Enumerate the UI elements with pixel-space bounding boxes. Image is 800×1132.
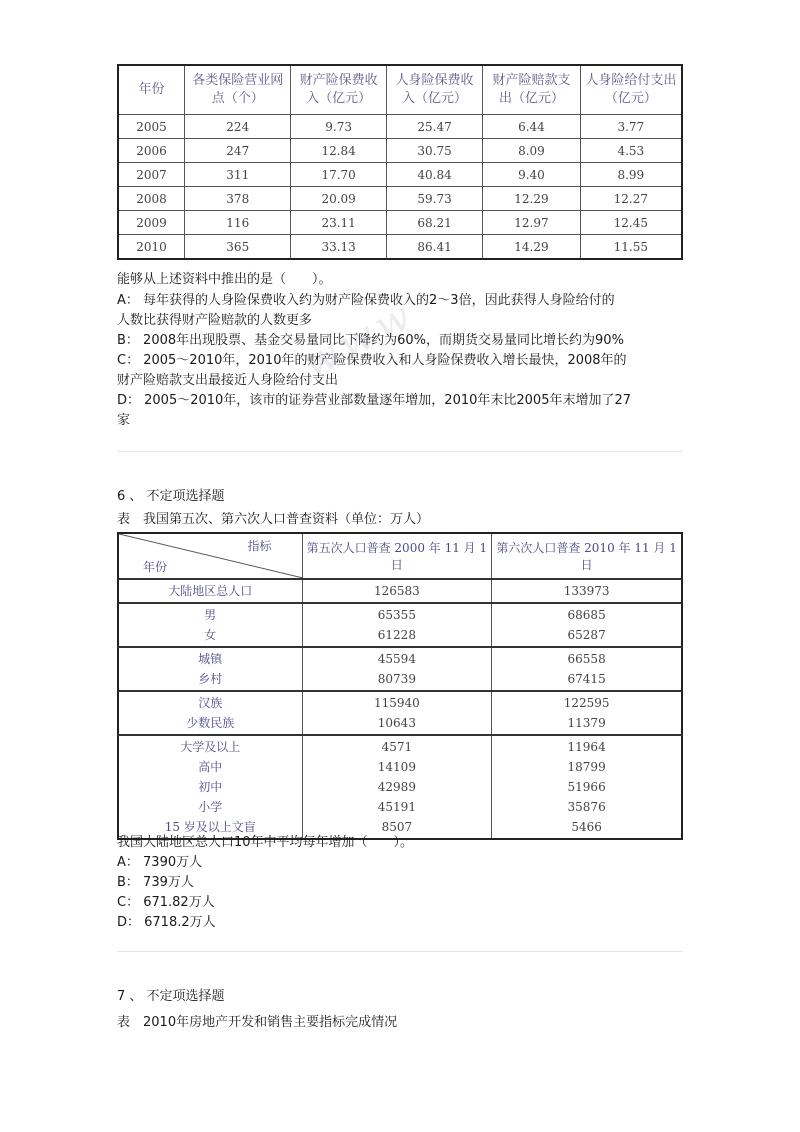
header-line: （亿元）: [604, 91, 657, 106]
value-cell: 59.73: [386, 187, 482, 211]
value-cell: [302, 735, 492, 839]
value-cell: [492, 735, 682, 839]
value-cell: 25.47: [386, 115, 482, 139]
table-row: [118, 735, 682, 839]
year-cell: 2006: [118, 139, 185, 163]
indicator-label: 大陆地区总人口: [168, 584, 253, 598]
header-line: 各类保险营业网: [192, 73, 284, 88]
q5-option-d[interactable]: D： 2005～2010年，该市的证券营业部数量逐年增加，2010年末比2005年末增加了27: [117, 393, 632, 408]
value-cell: [302, 603, 492, 647]
q6-option-a[interactable]: A： 7390万人: [117, 855, 203, 870]
header-line: 人身险给付支出: [585, 73, 677, 88]
table-row: [118, 187, 682, 211]
header-line: 人身险保费收: [395, 73, 474, 88]
indicator-label: 城镇: [198, 652, 223, 666]
value-cell: 30.75: [386, 139, 482, 163]
value-cell: 3.77: [580, 115, 682, 139]
divider: [117, 951, 683, 952]
q5-option-a-cont: 人数比获得财产险赔款的人数更多: [117, 313, 313, 328]
census-value: 45191: [377, 800, 416, 814]
value-cell: 86.41: [386, 235, 482, 260]
value-cell: 20.09: [291, 187, 386, 211]
indicator-label: 小学: [198, 800, 223, 814]
census-value: 65355: [377, 608, 416, 622]
value-cell: 6.44: [483, 115, 580, 139]
insurance-col-header: [118, 65, 185, 115]
indicator-label: 15 岁及以上文盲: [164, 820, 256, 834]
value-cell: 12.84: [291, 139, 386, 163]
q7-caption: 表 2010年房地产开发和销售主要指标完成情况: [117, 1015, 398, 1030]
census-value: 68685: [567, 608, 606, 622]
year-cell: 2010: [118, 235, 185, 260]
header-line: 出（亿元）: [498, 91, 564, 106]
insurance-col-header: [483, 65, 580, 115]
corner-label-year: 年份: [143, 560, 168, 574]
census-value: 126583: [373, 584, 420, 598]
indicator-cell: [118, 579, 302, 603]
census-value: 11379: [567, 716, 606, 730]
q5-option-c-cont: 财产险赔款支出最接近人身险给付支出: [117, 373, 339, 388]
value-cell: 12.27: [580, 187, 682, 211]
value-cell: 17.70: [291, 163, 386, 187]
indicator-label: 女: [204, 628, 217, 642]
value-cell: [302, 647, 492, 691]
value-cell: 8.99: [580, 163, 682, 187]
census-value: 65287: [567, 628, 606, 642]
table-row: [118, 163, 682, 187]
census-value: 61228: [377, 628, 416, 642]
indicator-label: 男: [204, 608, 217, 622]
q7-heading: 7 、 不定项选择题: [117, 989, 225, 1004]
header-line: 财产险赔款支: [492, 73, 571, 88]
indicator-label: 乡村: [198, 672, 223, 686]
indicator-label: 初中: [198, 780, 223, 794]
value-cell: 68.21: [386, 211, 482, 235]
indicator-label: 汉族: [198, 696, 223, 710]
header-line: 财产险保费收: [299, 73, 378, 88]
corner-label-indicator: 指标: [247, 539, 272, 553]
census-header-row: [118, 533, 682, 579]
census-value: 18799: [567, 760, 606, 774]
census-value: 66558: [567, 652, 606, 666]
value-cell: 247: [185, 139, 291, 163]
census-value: 35876: [567, 800, 606, 814]
value-cell: [492, 579, 682, 603]
header-line: 入（亿元）: [402, 91, 468, 106]
value-cell: 12.45: [580, 211, 682, 235]
value-cell: 378: [185, 187, 291, 211]
census-table: [117, 532, 683, 840]
value-cell: 33.13: [291, 235, 386, 260]
census-value: 51966: [567, 780, 606, 794]
q5-option-b[interactable]: B： 2008年出现股票、基金交易量同比下降约为60%，而期货交易量同比增长约为90%: [117, 333, 624, 348]
census-col-sixth: 第六次人口普查 2010 年 11 月 1 日: [492, 533, 682, 579]
census-value: 11964: [567, 740, 606, 754]
q6-option-b[interactable]: B： 739万人: [117, 875, 194, 890]
census-value: 80739: [377, 672, 416, 686]
value-cell: [492, 603, 682, 647]
table-row: [118, 235, 682, 260]
value-cell: 11.55: [580, 235, 682, 260]
value-cell: 9.73: [291, 115, 386, 139]
q5-option-d-cont: 家: [117, 413, 131, 428]
q6-heading: 6 、 不定项选择题: [117, 489, 225, 504]
value-cell: 12.29: [483, 187, 580, 211]
table-row: [118, 691, 682, 735]
header-line: 入（亿元）: [306, 91, 372, 106]
q5-option-a[interactable]: A： 每年获得的人身险保费收入约为财产险保费收入的2～3倍，因此获得人身险给付的: [117, 293, 615, 308]
census-value: 5466: [571, 820, 602, 834]
year-cell: 2009: [118, 211, 185, 235]
value-cell: 224: [185, 115, 291, 139]
value-cell: [492, 691, 682, 735]
table-row: [118, 115, 682, 139]
table-row: [118, 211, 682, 235]
census-value: 8507: [381, 820, 413, 834]
census-value: 67415: [567, 672, 606, 686]
q6-option-c[interactable]: C： 671.82万人: [117, 895, 215, 910]
value-cell: 9.40: [483, 163, 580, 187]
indicator-cell: [118, 647, 302, 691]
header-line: 年份: [138, 82, 165, 97]
insurance-table-header: [118, 65, 682, 115]
indicator-label: 大学及以上: [180, 740, 241, 754]
table-row: [118, 603, 682, 647]
value-cell: 116: [185, 211, 291, 235]
census-value: 42989: [377, 780, 416, 794]
value-cell: [492, 647, 682, 691]
value-cell: [302, 579, 492, 603]
insurance-col-header: [185, 65, 291, 115]
census-value: 133973: [563, 584, 610, 598]
value-cell: 4.53: [580, 139, 682, 163]
census-table-body: [118, 533, 682, 839]
q6-stem: 我国大陆地区总人口10年中平均每年增加（ ）。: [117, 835, 414, 850]
value-cell: 311: [185, 163, 291, 187]
indicator-label: 少数民族: [186, 716, 235, 730]
q5-option-c[interactable]: C： 2005～2010年，2010年的财产险保费收入和人身险保费收入增长最快，2008年的: [117, 353, 627, 368]
value-cell: 40.84: [386, 163, 482, 187]
table-row: [118, 139, 682, 163]
census-value: 10643: [377, 716, 416, 730]
census-corner-cell: [118, 533, 302, 579]
indicator-cell: [118, 691, 302, 735]
indicator-label: 高中: [198, 760, 223, 774]
q6-caption: 表 我国第五次、第六次人口普查资料（单位：万人）: [117, 512, 430, 527]
table-row: [118, 647, 682, 691]
census-value: 122595: [563, 696, 610, 710]
table-row: [118, 579, 682, 603]
value-cell: 23.11: [291, 211, 386, 235]
value-cell: 365: [185, 235, 291, 260]
year-cell: 2005: [118, 115, 185, 139]
q6-option-d[interactable]: D： 6718.2万人: [117, 915, 216, 930]
year-cell: 2007: [118, 163, 185, 187]
value-cell: [302, 691, 492, 735]
year-cell: 2008: [118, 187, 185, 211]
indicator-cell: [118, 735, 302, 839]
q5-stem: 能够从上述资料中推出的是（ ）。: [117, 272, 332, 287]
value-cell: 14.29: [483, 235, 580, 260]
census-value: 4571: [381, 740, 413, 754]
insurance-table: [117, 64, 683, 260]
census-value: 14109: [377, 760, 416, 774]
census-col-fifth: 第五次人口普查 2000 年 11 月 1 日: [302, 533, 492, 579]
insurance-table-body: [118, 115, 682, 260]
indicator-cell: [118, 603, 302, 647]
insurance-col-header: [291, 65, 386, 115]
header-line: 点（个）: [211, 91, 264, 106]
census-value: 45594: [377, 652, 416, 666]
value-cell: 12.97: [483, 211, 580, 235]
svg-text:www: www: [295, 290, 424, 388]
insurance-col-header: [386, 65, 482, 115]
insurance-col-header: [580, 65, 682, 115]
census-value: 115940: [373, 696, 420, 710]
divider: [117, 451, 683, 452]
value-cell: 8.09: [483, 139, 580, 163]
